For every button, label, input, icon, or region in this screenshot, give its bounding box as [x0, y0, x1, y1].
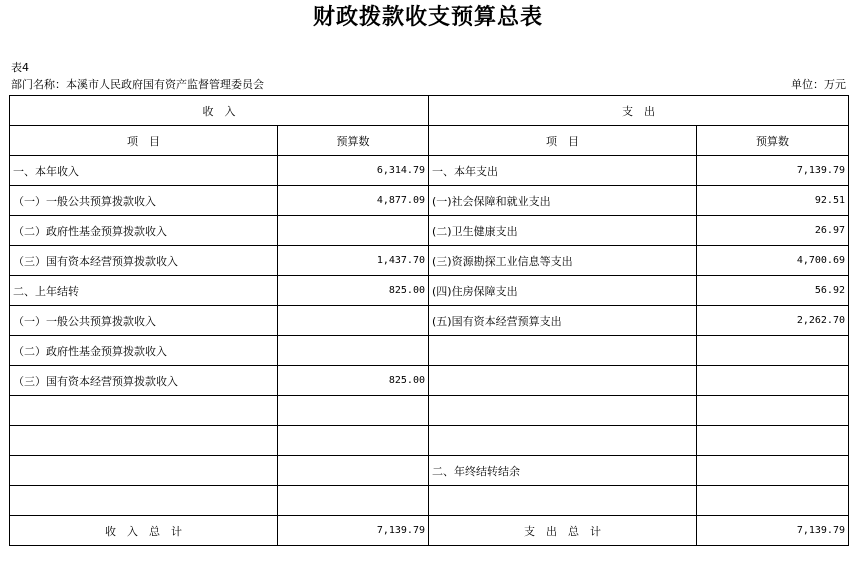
income-value-cell: 4,877.09 — [278, 186, 429, 216]
expense-value-cell: 4,700.69 — [697, 246, 849, 276]
income-value-cell — [278, 306, 429, 336]
expense-value-cell: 92.51 — [697, 186, 849, 216]
expense-item-cell: (三)资源勘探工业信息等支出 — [429, 246, 697, 276]
table-row — [10, 306, 849, 336]
section-header-row — [10, 96, 849, 126]
unit-label: 单位：万元 — [791, 78, 846, 91]
table-row — [10, 156, 849, 186]
income-item-cell — [10, 426, 278, 456]
income-value-cell: 825.00 — [278, 276, 429, 306]
income-item-cell: 一、本年收入 — [10, 156, 278, 186]
expense-item-cell: (五)国有资本经营预算支出 — [429, 306, 697, 336]
expense-item-cell — [429, 336, 697, 366]
expense-value-cell — [697, 336, 849, 366]
table-row — [10, 276, 849, 306]
expense-value-cell: 7,139.79 — [697, 156, 849, 186]
column-header-row — [10, 126, 849, 156]
income-total-value: 7,139.79 — [278, 516, 429, 546]
expense-value-cell — [697, 486, 849, 516]
expense-section-header: 支 出 — [429, 96, 849, 126]
income-value-cell — [278, 216, 429, 246]
expense-value-cell: 2,262.70 — [697, 306, 849, 336]
expense-value-cell: 56.92 — [697, 276, 849, 306]
income-item-cell: （一）一般公共预算拨款收入 — [10, 306, 278, 336]
page-title: 财政拨款收支预算总表 — [312, 4, 543, 30]
expense-total-value: 7,139.79 — [697, 516, 849, 546]
income-value-cell — [278, 486, 429, 516]
table-row — [10, 246, 849, 276]
income-value-cell: 6,314.79 — [278, 156, 429, 186]
income-item-cell: （三）国有资本经营预算拨款收入 — [10, 246, 278, 276]
table-number: 表4 — [11, 61, 29, 74]
expense-item-header: 项 目 — [429, 126, 697, 156]
income-item-cell — [10, 456, 278, 486]
department-name: 部门名称：本溪市人民政府国有资产监督管理委员会 — [11, 78, 264, 91]
expense-item-cell: 二、年终结转结余 — [429, 456, 697, 486]
budget-table — [9, 95, 849, 546]
expense-value-cell: 26.97 — [697, 216, 849, 246]
expense-budget-header: 预算数 — [697, 126, 849, 156]
income-section-header: 收 入 — [10, 96, 429, 126]
table-row — [10, 366, 849, 396]
income-budget-header: 预算数 — [278, 126, 429, 156]
expense-item-cell — [429, 366, 697, 396]
income-item-cell: （二）政府性基金预算拨款收入 — [10, 216, 278, 246]
expense-item-cell: (四)住房保障支出 — [429, 276, 697, 306]
income-item-cell: （二）政府性基金预算拨款收入 — [10, 336, 278, 366]
expense-value-cell — [697, 366, 849, 396]
total-row — [10, 516, 849, 546]
table-row — [10, 396, 849, 426]
expense-item-cell — [429, 396, 697, 426]
income-value-cell — [278, 426, 429, 456]
income-total-label: 收 入 总 计 — [10, 516, 278, 546]
income-value-cell — [278, 396, 429, 426]
expense-item-cell: (二)卫生健康支出 — [429, 216, 697, 246]
income-value-cell — [278, 336, 429, 366]
expense-value-cell — [697, 426, 849, 456]
table-row — [10, 426, 849, 456]
income-item-cell: （三）国有资本经营预算拨款收入 — [10, 366, 278, 396]
income-item-header: 项 目 — [10, 126, 278, 156]
income-value-cell — [278, 456, 429, 486]
table-row — [10, 456, 849, 486]
table-row — [10, 336, 849, 366]
expense-item-cell: 一、本年支出 — [429, 156, 697, 186]
income-item-cell — [10, 396, 278, 426]
expense-value-cell — [697, 456, 849, 486]
expense-value-cell — [697, 396, 849, 426]
income-value-cell: 1,437.70 — [278, 246, 429, 276]
table-row — [10, 486, 849, 516]
expense-item-cell: (一)社会保障和就业支出 — [429, 186, 697, 216]
table-row — [10, 216, 849, 246]
income-item-cell: 二、上年结转 — [10, 276, 278, 306]
income-item-cell — [10, 486, 278, 516]
expense-item-cell — [429, 486, 697, 516]
income-item-cell: （一）一般公共预算拨款收入 — [10, 186, 278, 216]
expense-item-cell — [429, 426, 697, 456]
expense-total-label: 支 出 总 计 — [429, 516, 697, 546]
table-row — [10, 186, 849, 216]
income-value-cell: 825.00 — [278, 366, 429, 396]
